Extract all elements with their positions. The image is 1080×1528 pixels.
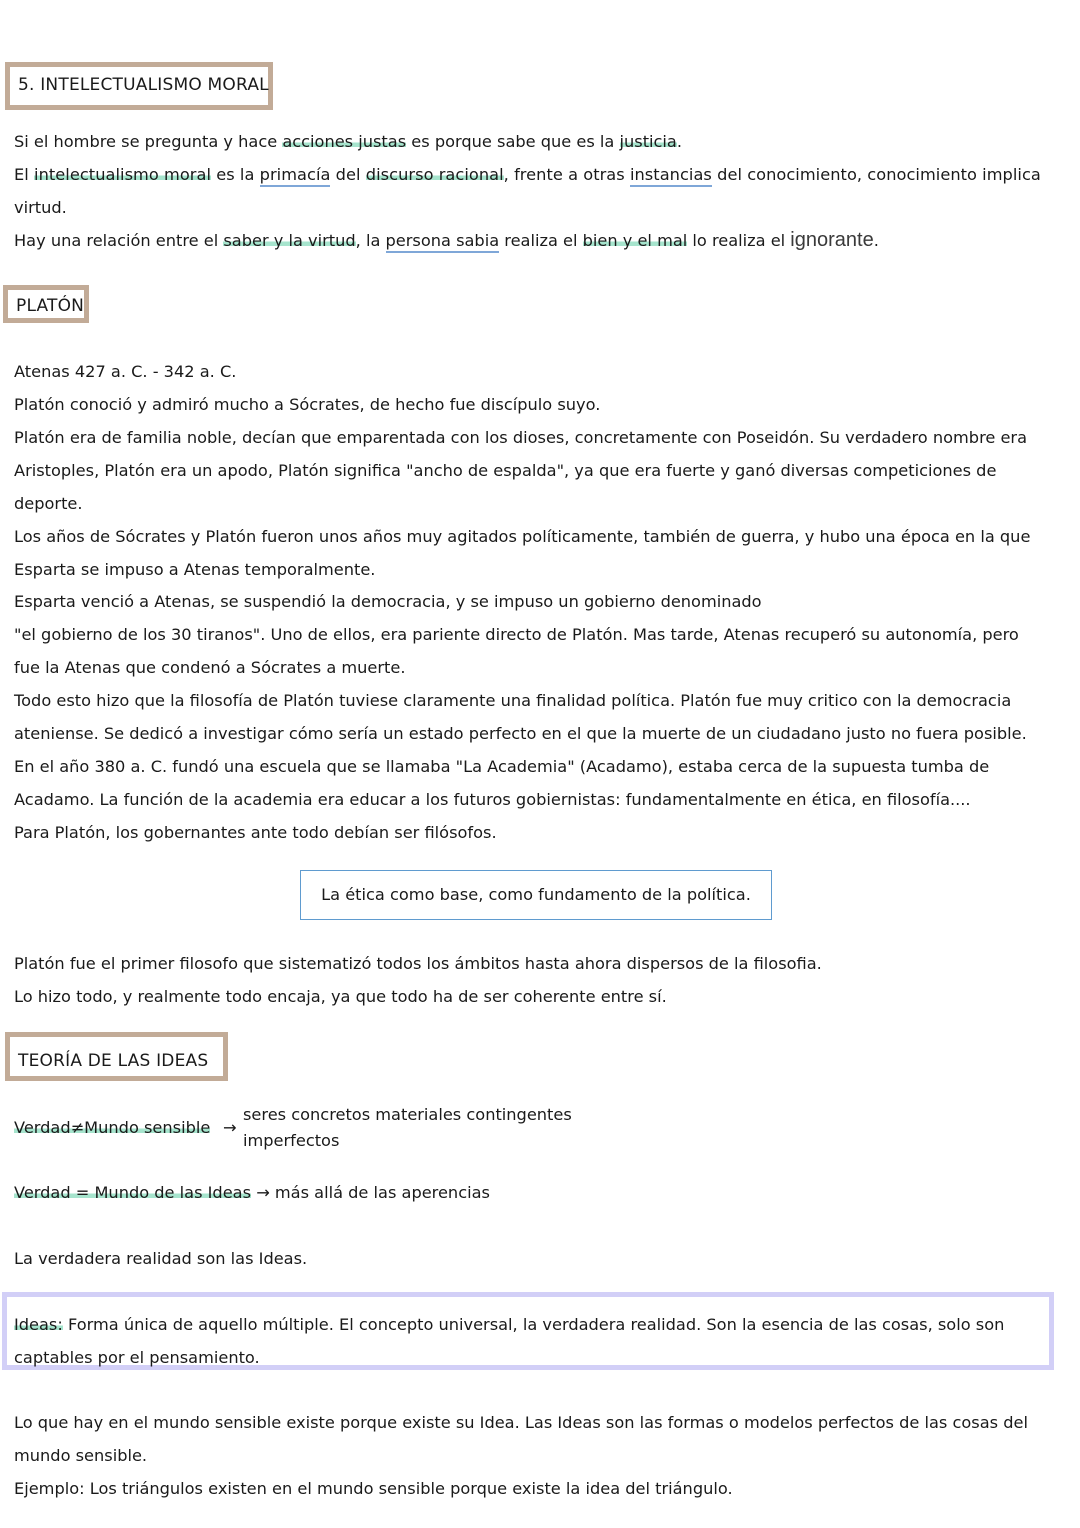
paragraph-line: Ejemplo: Los triángulos existen en el mundo sensible porque existe la idea del triángulo.: [14, 1479, 733, 1498]
text: Hay una relación entre el: [14, 231, 224, 250]
paragraph-line: [14, 229, 879, 252]
paragraph-line: La verdadera realidad son las Ideas.: [14, 1249, 308, 1268]
paragraph-line: mundo sensible.: [14, 1446, 148, 1465]
highlight: justicia: [619, 132, 677, 151]
paragraph-line: Platón era de familia noble, decían que emparentada con los dioses, concretamente con Poseidón. Su verdadero nombre era: [14, 428, 1028, 447]
highlight: bien y el mal: [582, 231, 688, 250]
paragraph-line: [14, 131, 682, 153]
sensible-description: seres concretos materiales contingentes: [243, 1105, 572, 1124]
sensible-label: [14, 1117, 210, 1139]
heading-text: PLATÓN: [16, 296, 85, 316]
highlight: Ideas:: [14, 1315, 63, 1334]
paragraph-line: Todo esto hizo que la filosofía de Platón tuviese claramente una finalidad política. Platón fue muy critico con la democracia: [14, 691, 1012, 710]
section-heading-intelectualismo: [5, 62, 273, 110]
heading-text: TEORÍA DE LAS IDEAS: [18, 1051, 209, 1071]
section-heading-platon: [3, 285, 89, 323]
highlight: saber y la virtud: [223, 231, 356, 250]
sensible-description: imperfectos: [243, 1131, 340, 1150]
paragraph-line: ateniense. Se dedicó a investigar cómo sería un estado perfecto en el que la muerte de un ciudadano justo no fuera posible.: [14, 724, 1027, 743]
paragraph-line: Para Platón, los gobernantes ante todo debían ser filósofos.: [14, 823, 497, 842]
paragraph-line: Lo hizo todo, y realmente todo encaja, ya que todo ha de ser coherente entre sí.: [14, 987, 667, 1006]
text: → más allá de las aperencias: [256, 1183, 490, 1202]
paragraph-line: Atenas 427 a. C. - 342 a. C.: [14, 362, 237, 381]
text: , la: [355, 231, 386, 250]
text: El: [14, 165, 35, 184]
underline: instancias: [630, 165, 712, 187]
text: , frente a otras: [503, 165, 630, 184]
paragraph-line: deporte.: [14, 494, 83, 513]
highlight: intelectualismo moral: [34, 165, 212, 184]
paragraph-line: Lo que hay en el mundo sensible existe porque existe su Idea. Las Ideas son las formas o modelos perfectos de las cosas del: [14, 1413, 1028, 1432]
paragraph-line: Platón fue el primer filosofo que sistematizó todos los ámbitos hasta ahora dispersos de la filosofia.: [14, 954, 822, 973]
highlight: Verdad = Mundo de las Ideas: [14, 1183, 252, 1202]
highlight: Verdad≠Mundo sensible: [14, 1118, 211, 1137]
text: del: [330, 165, 366, 184]
paragraph-line: Esparta venció a Atenas, se suspendió la democracia, y se impuso un gobierno denominado: [14, 592, 762, 611]
text: es porque sabe que es la: [406, 132, 620, 151]
paragraph-line: Aristoples, Platón era un apodo, Platón significa "ancho de espalda", ya que era fuerte y ganó diversas competiciones de: [14, 461, 997, 480]
paragraph-line: En el año 380 a. C. fundó una escuela que se llamaba "La Academia" (Acadamo), estaba cerca de la supuesta tumba de: [14, 757, 990, 776]
text: .: [676, 132, 683, 151]
quote-box: [300, 870, 772, 920]
paragraph-line: [14, 164, 1041, 186]
paragraph-line: Platón conoció y admiró mucho a Sócrates, de hecho fue discípulo suyo.: [14, 395, 601, 414]
highlight: discurso racional: [365, 165, 504, 184]
quote-text: La ética como base, como fundamento de la política.: [321, 885, 751, 904]
paragraph-line: "el gobierno de los 30 tiranos". Uno de ellos, era pariente directo de Platón. Mas tarde, Atenas recuperó su autonomía, pero: [14, 625, 1019, 644]
ideas-label: [14, 1182, 490, 1204]
text: Forma única de aquello múltiple. El concepto universal, la verdadera realidad. Son la esencia de las cosas, solo son: [62, 1315, 1005, 1334]
highlight: acciones justas: [282, 132, 407, 151]
text: realiza el: [499, 231, 583, 250]
definition-line: captables por el pensamiento.: [14, 1348, 260, 1367]
text: Si el hombre se pregunta y hace: [14, 132, 283, 151]
text: .: [873, 231, 879, 250]
text: del conocimiento, conocimiento implica: [711, 165, 1041, 184]
text: lo realiza el: [687, 231, 791, 250]
text: es la: [211, 165, 260, 184]
paragraph-line: Los años de Sócrates y Platón fueron unos años muy agitados políticamente, también de guerra, y hubo una época en la que: [14, 527, 1031, 546]
handwritten-word: ignorante: [790, 229, 874, 251]
definition-line: [14, 1314, 1004, 1336]
paragraph-line: [14, 197, 67, 219]
arrow-icon: →: [223, 1118, 237, 1137]
paragraph-line: Esparta se impuso a Atenas temporalmente.: [14, 560, 376, 579]
heading-text: 5. INTELECTUALISMO MORAL: [18, 75, 269, 95]
text: virtud.: [14, 198, 67, 217]
underline: primacía: [260, 165, 331, 187]
section-heading-teoria: [5, 1032, 228, 1081]
paragraph-line: Acadamo. La función de la academia era educar a los futuros gobiernistas: fundamentalmente en ética, en filosofía....: [14, 790, 971, 809]
underline: persona sabia: [386, 231, 500, 253]
paragraph-line: fue la Atenas que condenó a Sócrates a muerte.: [14, 658, 406, 677]
